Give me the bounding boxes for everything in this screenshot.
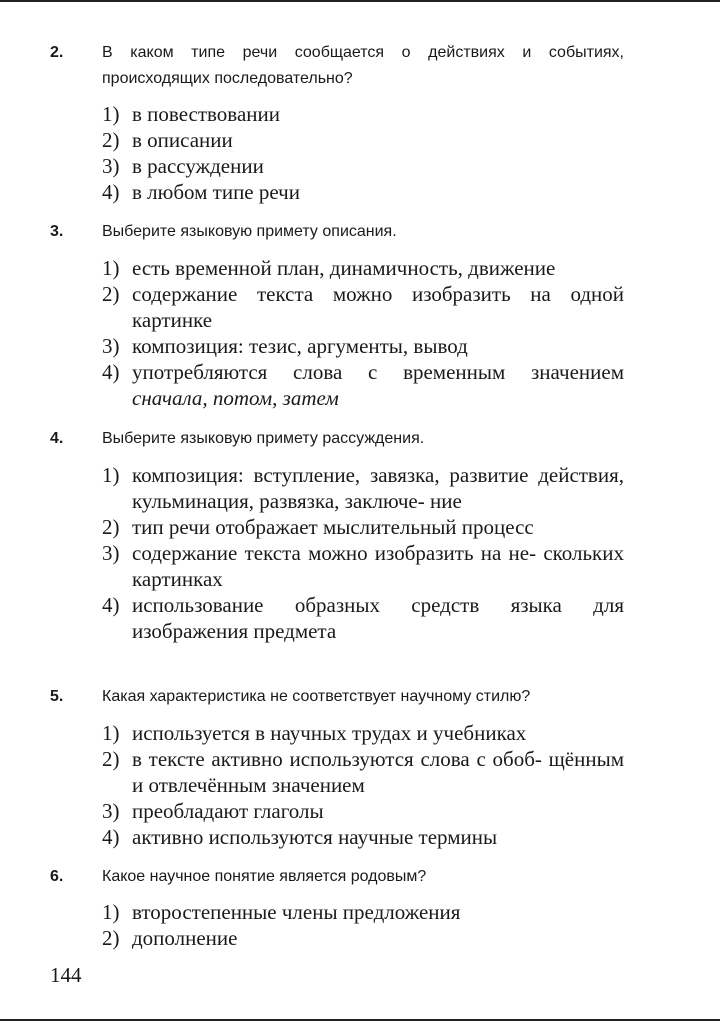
option-number: 4) xyxy=(102,593,120,617)
option-text: дополнение xyxy=(132,926,238,950)
option-item xyxy=(0,333,720,359)
question-text: Выберите языковую примету описания. xyxy=(102,223,397,240)
options-q2 xyxy=(0,101,720,205)
option-text: в описании xyxy=(132,128,233,152)
option-item xyxy=(0,746,720,798)
option-text: в рассуждении xyxy=(132,154,264,178)
question-text: Какая характеристика не соответствует научному стилю? xyxy=(102,688,531,705)
question-number: 6. xyxy=(50,868,64,885)
option-item xyxy=(0,798,720,824)
option-item xyxy=(0,540,720,592)
option-number: 2) xyxy=(102,282,120,306)
option-item xyxy=(0,153,720,179)
question-number: 5. xyxy=(50,688,64,705)
option-item xyxy=(0,592,720,644)
option-number: 2) xyxy=(102,128,120,152)
option-number: 1) xyxy=(102,900,120,924)
option-text: преобладают глаголы xyxy=(132,799,324,823)
option-number: 1) xyxy=(102,102,120,126)
option-number: 2) xyxy=(102,926,120,950)
option-number: 3) xyxy=(102,334,120,358)
option-item xyxy=(0,101,720,127)
option-item xyxy=(0,255,720,281)
page-number: 144 xyxy=(50,963,82,987)
option-text: употребляются слова с временным значением xyxy=(132,360,624,384)
option-number: 4) xyxy=(102,180,120,204)
top-border-line xyxy=(0,0,720,2)
option-number: 2) xyxy=(102,747,120,771)
option-text: использование образных средств языка для изображения предмета xyxy=(132,593,624,643)
question-number: 4. xyxy=(50,430,64,447)
option-text: в повествовании xyxy=(132,102,280,126)
option-item xyxy=(0,824,720,850)
options-q3 xyxy=(0,255,720,411)
option-text: в любом типе речи xyxy=(132,180,300,204)
option-number: 3) xyxy=(102,541,120,565)
option-item xyxy=(0,514,720,540)
option-item xyxy=(0,462,720,514)
option-text: композиция: вступление, завязка, развитие действия, кульминация, развязка, заключе- ние xyxy=(132,463,624,513)
question-text: Какое научное понятие является родовым? xyxy=(102,868,427,885)
options-q5 xyxy=(0,720,720,850)
option-item xyxy=(0,899,720,925)
question-number: 2. xyxy=(50,44,64,61)
option-number: 3) xyxy=(102,799,120,823)
option-number: 3) xyxy=(102,154,120,178)
option-number: 1) xyxy=(102,256,120,280)
option-item xyxy=(0,720,720,746)
option-number: 4) xyxy=(102,360,120,384)
question-text: Выберите языковую примету рассуждения. xyxy=(102,430,425,447)
option-item xyxy=(0,127,720,153)
option-number: 1) xyxy=(102,463,120,487)
option-text: в тексте активно используются слова с обоб- щённым и отвлечённым значением xyxy=(132,747,624,797)
option-text: используется в научных трудах и учебниках xyxy=(132,721,527,745)
question-text: В каком типе речи сообщается о действиях и событиях, происходящих последовательно? xyxy=(102,44,624,87)
option-text: второстепенные члены предложения xyxy=(132,900,461,924)
option-text: содержание текста можно изобразить на одной картинке xyxy=(132,282,624,332)
option-item xyxy=(0,281,720,333)
option-item xyxy=(0,179,720,205)
option-text: есть временной план, динамичность, движение xyxy=(132,256,556,280)
option-text: активно используются научные термины xyxy=(132,825,498,849)
option-number: 1) xyxy=(102,721,120,745)
option-number: 2) xyxy=(102,515,120,539)
option-text-italic: сначала, потом, затем xyxy=(132,386,339,410)
option-text: содержание текста можно изобразить на не- скольких картинках xyxy=(132,541,624,591)
option-item xyxy=(0,359,720,411)
option-text: композиция: тезис, аргументы, вывод xyxy=(132,334,468,358)
options-q6 xyxy=(0,899,720,951)
option-number: 4) xyxy=(102,825,120,849)
question-number: 3. xyxy=(50,223,64,240)
options-q4 xyxy=(0,462,720,644)
option-text: тип речи отображает мыслительный процесс xyxy=(132,515,534,539)
option-item xyxy=(0,925,720,951)
